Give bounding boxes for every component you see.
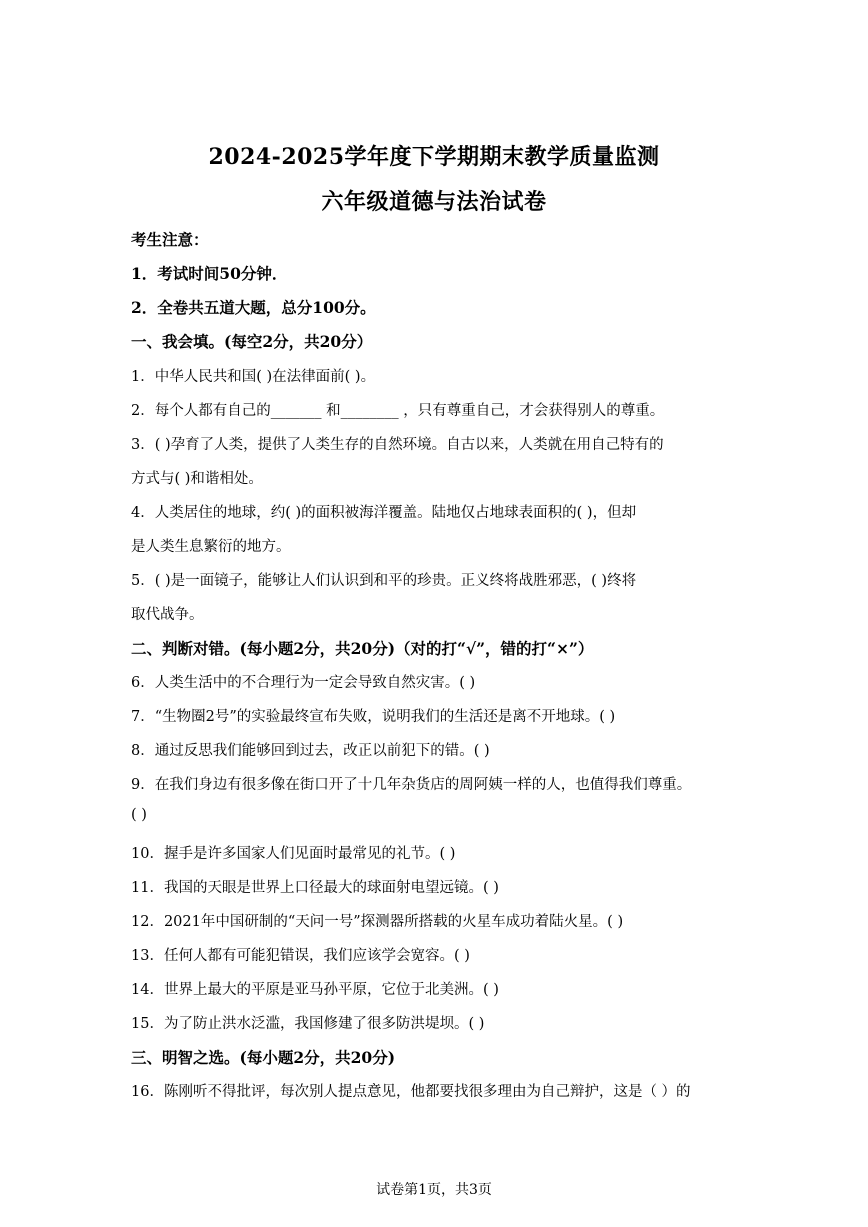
question-line: 2．每个人都有自己的_______ 和________ ，只有尊重自己，才会获得别人的尊重。 — [131, 403, 665, 419]
question-line: 5．( )是一面镜子，能够让人们认识到和平的珍贵。正义终将战胜邪恶，( )终将 — [131, 573, 637, 589]
notice-item: 2．全卷共五道大题，总分100分。 — [131, 298, 376, 317]
exam-subtitle: 六年级道德与法治试卷 — [321, 189, 547, 215]
page-footer: 试卷第1页，共3页 — [376, 1182, 492, 1198]
question-line: 13．任何人都有可能犯错误，我们应该学会宽容。( ) — [131, 948, 470, 964]
question-line: 取代战争。 — [131, 607, 204, 623]
question-line: 方式与( )和谐相处。 — [131, 471, 263, 487]
section-heading-judge: 二、判断对错。(每小题2分，共20分)（对的打“√”，错的打“×”） — [131, 639, 594, 658]
question-line: 14．世界上最大的平原是亚马孙平原，它位于北美洲。( ) — [131, 982, 499, 998]
question-line: 4．人类居住的地球，约( )的面积被海洋覆盖。陆地仅占地球表面积的( )，但却 — [131, 505, 637, 521]
section-heading-fill: 一、我会填。(每空2分，共20分） — [131, 332, 373, 351]
question-line: 16．陈刚听不得批评，每次别人提点意见，他都要找很多理由为自己辩护，这是（ ）的 — [131, 1084, 691, 1100]
question-line: 3．( )孕育了人类，提供了人类生存的自然环境。自古以来，人类就在用自己特有的 — [131, 437, 664, 453]
question-line: 6．人类生活中的不合理行为一定会导致自然灾害。( ) — [131, 675, 476, 691]
question-line: 11．我国的天眼是世界上口径最大的球面射电望远镜。( ) — [131, 880, 499, 896]
notice-heading: 考生注意： — [131, 230, 209, 249]
question-line: 10．握手是许多国家人们见面时最常见的礼节。( ) — [131, 846, 456, 862]
question-line: 7．“生物圈2号”的实验最终宣布失败，说明我们的生活还是离不开地球。( ) — [131, 709, 616, 725]
question-line: 15．为了防止洪水泛滥，我国修建了很多防洪堤坝。( ) — [131, 1016, 485, 1032]
question-line: 8．通过反思我们能够回到过去，改正以前犯下的错。( ) — [131, 743, 490, 759]
question-line: ( ) — [131, 807, 147, 823]
question-line: 1．中华人民共和国( )在法律面前( )。 — [131, 369, 376, 385]
section-heading-choice: 三、明智之选。(每小题2分，共20分) — [131, 1048, 396, 1067]
notice-item: 1．考试时间50分钟． — [131, 264, 288, 283]
exam-title: 2024-2025学年度下学期期末教学质量监测 — [208, 144, 660, 170]
question-line: 9．在我们身边有很多像在街口开了十几年杂货店的周阿姨一样的人，也值得我们尊重。 — [131, 777, 692, 793]
question-line: 是人类生息繁衍的地方。 — [131, 539, 291, 555]
question-line: 12．2021年中国研制的“天问一号”探测器所搭载的火星车成功着陆火星。( ) — [131, 914, 624, 930]
